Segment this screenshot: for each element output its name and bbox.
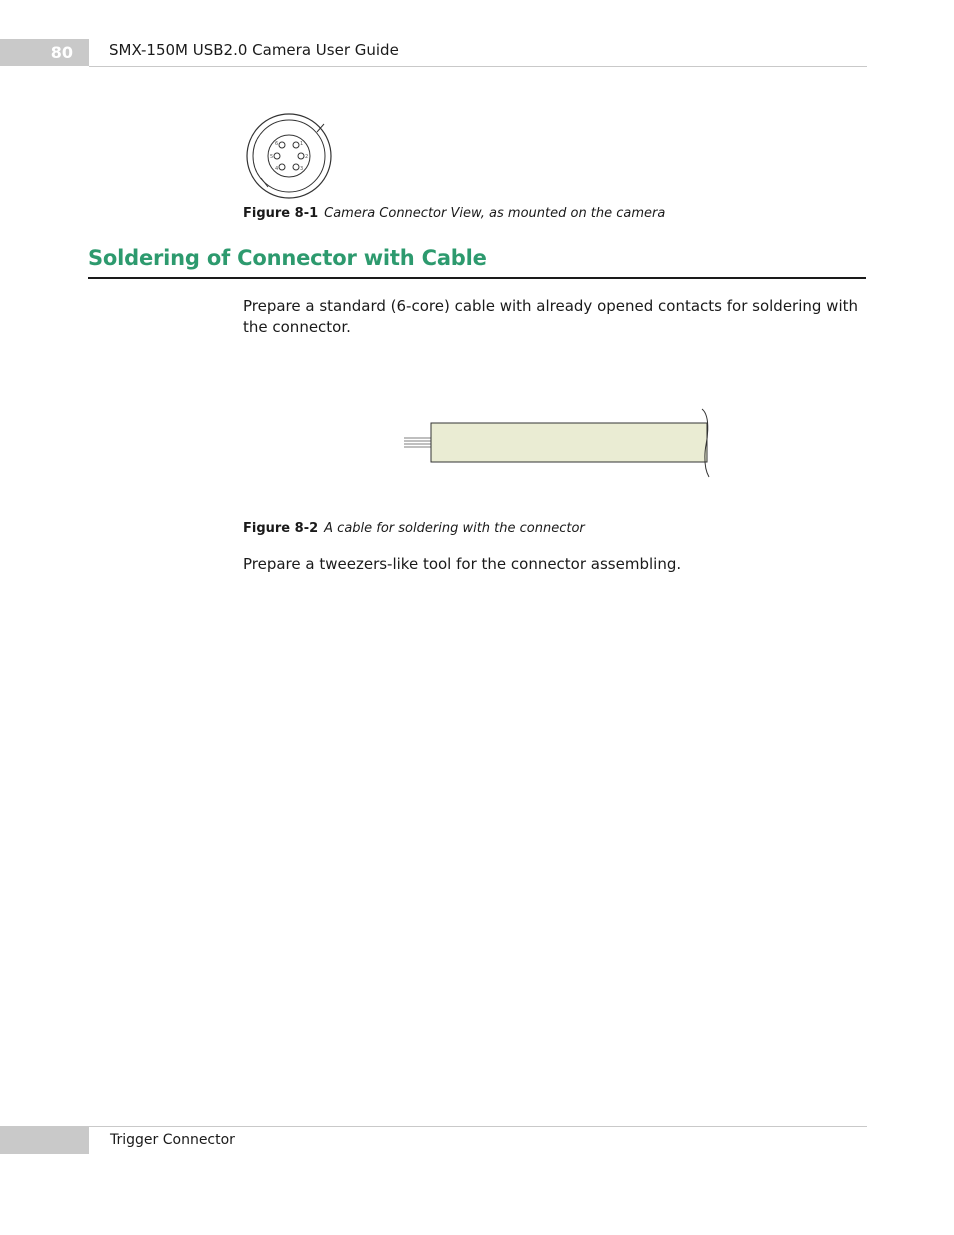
pin-5 [274,153,280,159]
figure-label: Figure 8-1 [243,206,319,221]
cable-diagram [400,405,720,480]
section-title: Soldering of Connector with Cable [88,246,487,270]
body-paragraph-2: Prepare a tweezers-like tool for the connector assembling. [243,555,682,573]
pin-label: 6 [275,141,279,147]
footer-tab [0,1126,89,1154]
pin-label: 2 [305,154,309,160]
footer-section-name: Trigger Connector [110,1132,235,1148]
camera-connector-diagram [244,110,334,202]
pin-3 [293,164,299,170]
body-paragraph-1: Prepare a standard (6-core) cable with already opened contacts for soldering with the connector. [243,297,858,336]
page-number: 80 [50,43,73,62]
figure-8-1-caption [243,206,665,221]
section-rule [88,277,866,279]
figure-caption-text: Camera Connector View, as mounted on the camera [324,206,666,221]
pin-label: 4 [275,166,279,172]
figure-8-2-caption [243,521,585,536]
pin-label: 3 [300,166,304,172]
header-rule [89,66,867,67]
document-title: SMX-150M USB2.0 Camera User Guide [109,41,399,59]
pin-4 [279,164,285,170]
figure-label: Figure 8-2 [243,521,319,536]
pin-label: 1 [300,141,304,147]
footer-rule [89,1126,867,1127]
figure-caption-text: A cable for soldering with the connector [324,521,585,536]
pin-6 [279,142,285,148]
pin-label: 5 [270,154,274,160]
pin-1 [293,142,299,148]
pin-2 [298,153,304,159]
